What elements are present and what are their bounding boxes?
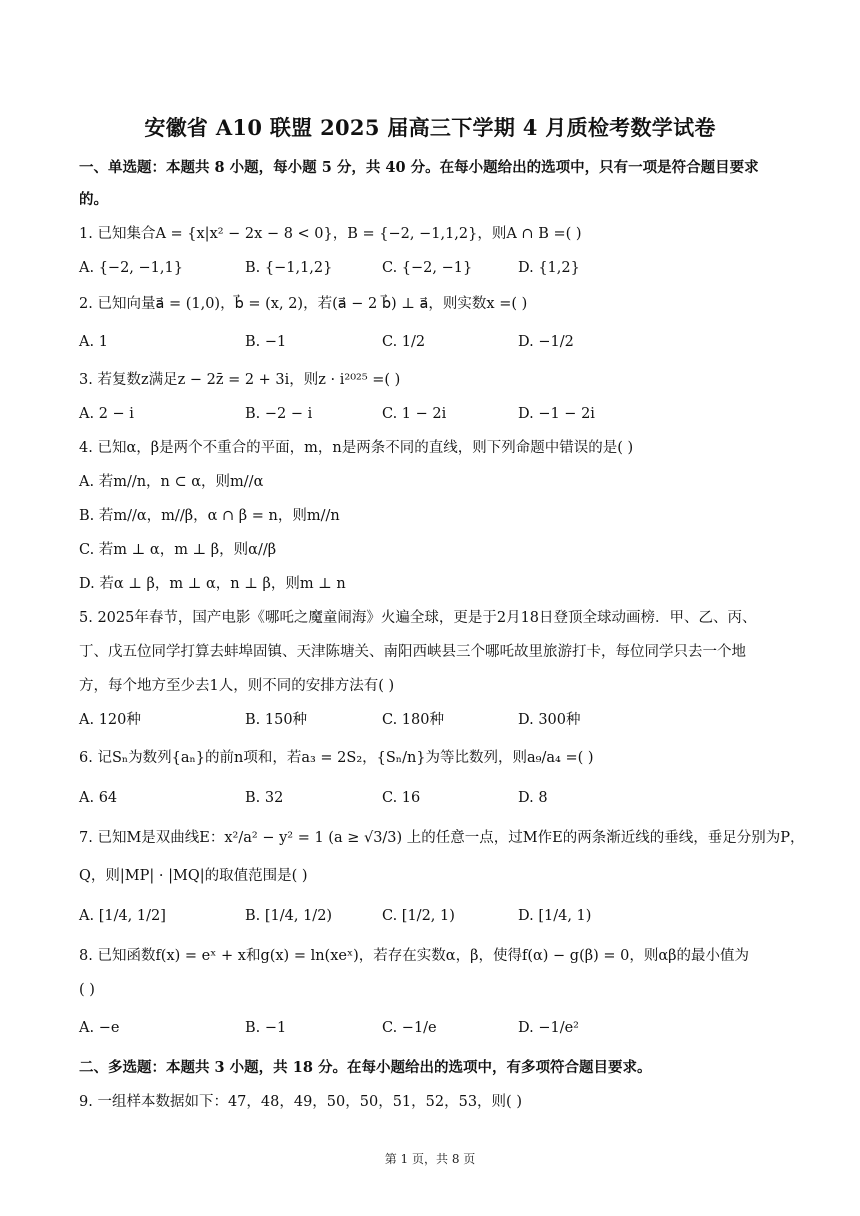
question-5-stem-line3: 方，每个地方至少去1人，则不同的安排方法有( ) xyxy=(79,678,395,694)
question-1-option-d: D. {1,2} xyxy=(518,260,580,276)
question-3-option-b: B. −2 − i xyxy=(245,406,313,422)
question-7-option-d: D. [1/4, 1) xyxy=(518,908,592,924)
question-6-option-b: B. 32 xyxy=(245,790,284,806)
question-8-option-a: A. −e xyxy=(79,1020,120,1036)
question-2-option-d: D. −1/2 xyxy=(518,334,574,350)
question-1-stem: 1. 已知集合A = {x|x² − 2x − 8 < 0}，B = {−2, −1,1,2}，则A ∩ B =( ) xyxy=(79,226,582,242)
question-3-option-c: C. 1 − 2i xyxy=(382,406,447,422)
question-2-option-c: C. 1/2 xyxy=(382,334,426,350)
question-6-option-c: C. 16 xyxy=(382,790,421,806)
question-8-stem-line2: ( ) xyxy=(79,982,95,998)
question-3-stem: 3. 若复数z满足z − 2z̄ = 2 + 3i，则z · i²⁰²⁵ =( ) xyxy=(79,372,401,388)
section-1-heading-line2: 的。 xyxy=(79,191,108,208)
question-2-stem: 2. 已知向量a⃗ = (1,0)，b⃗ = (x, 2)，若(a⃗ − 2 b⃗) ⊥ a⃗，则实数x =( ) xyxy=(79,296,528,312)
question-4-option-d: D. 若α ⊥ β，m ⊥ α，n ⊥ β，则m ⊥ n xyxy=(79,576,346,592)
question-4-option-a: A. 若m//n，n ⊂ α，则m//α xyxy=(79,474,264,490)
question-7-stem-line1: 7. 已知M是双曲线E：x²/a² − y² = 1 (a ≥ √3/3) 上的任意一点，过M作E的两条渐近线的垂线，垂足分别为P， xyxy=(79,830,805,846)
question-7-option-b: B. [1/4, 1/2) xyxy=(245,908,333,924)
question-5-stem-line2: 丁、戊五位同学打算去蚌埠固镇、天津陈塘关、南阳西峡县三个哪吒故里旅游打卡，每位同学只去一个地 xyxy=(79,644,746,660)
question-5-option-d: D. 300种 xyxy=(518,712,581,728)
question-4-stem: 4. 已知α，β是两个不重合的平面，m，n是两条不同的直线，则下列命题中错误的是( ) xyxy=(79,440,634,456)
question-5-stem-line1: 5. 2025年春节，国产电影《哪吒之魔童闹海》火遍全球，更是于2月18日登顶全球动画榜．甲、乙、丙、 xyxy=(79,610,757,626)
question-8-option-d: D. −1/e² xyxy=(518,1020,579,1036)
question-6-stem: 6. 记Sₙ为数列{aₙ}的前n项和，若a₃ = 2S₂，{Sₙ/n}为等比数列，则a₉/a₄ =( ) xyxy=(79,750,594,766)
question-8-option-b: B. −1 xyxy=(245,1020,287,1036)
question-1-option-a: A. {−2, −1,1} xyxy=(79,260,183,276)
section-1-heading-line1: 一、单选题：本题共 8 小题，每小题 5 分，共 40 分。在每小题给出的选项中，只有一项是符合题目要求 xyxy=(79,159,759,176)
question-6-option-d: D. 8 xyxy=(518,790,548,806)
question-5-option-a: A. 120种 xyxy=(79,712,141,728)
question-7-stem-line2: Q，则|MP| · |MQ|的取值范围是( ) xyxy=(79,868,308,884)
question-7-option-c: C. [1/2, 1) xyxy=(382,908,455,924)
question-5-option-c: C. 180种 xyxy=(382,712,444,728)
question-7-option-a: A. [1/4, 1/2] xyxy=(79,908,166,924)
question-1-option-b: B. {−1,1,2} xyxy=(245,260,333,276)
question-8-stem-line1: 8. 已知函数f(x) = eˣ + x和g(x) = ln(xeˣ)，若存在实数α，β，使得f(α) − g(β) = 0，则αβ的最小值为 xyxy=(79,948,750,964)
question-9-stem: 9. 一组样本数据如下：47，48，49，50，50，51，52，53，则( ) xyxy=(79,1094,522,1110)
question-3-option-d: D. −1 − 2i xyxy=(518,406,595,422)
question-6-option-a: A. 64 xyxy=(79,790,118,806)
question-2-option-b: B. −1 xyxy=(245,334,287,350)
question-1-option-c: C. {−2, −1} xyxy=(382,260,473,276)
question-3-option-a: A. 2 − i xyxy=(79,406,134,422)
question-4-option-b: B. 若m//α，m//β，α ∩ β = n，则m//n xyxy=(79,508,340,524)
question-4-option-c: C. 若m ⊥ α，m ⊥ β，则α//β xyxy=(79,542,277,558)
question-8-option-c: C. −1/e xyxy=(382,1020,437,1036)
question-2-option-a: A. 1 xyxy=(79,334,108,350)
page-footer: 第 1 页，共 8 页 xyxy=(384,1152,476,1166)
section-2-heading: 二、多选题：本题共 3 小题，共 18 分。在每小题给出的选项中，有多项符合题目要求。 xyxy=(79,1059,652,1076)
question-5-option-b: B. 150种 xyxy=(245,712,308,728)
exam-title: 安徽省 A10 联盟 2025 届高三下学期 4 月质检考数学试卷 xyxy=(144,115,716,140)
